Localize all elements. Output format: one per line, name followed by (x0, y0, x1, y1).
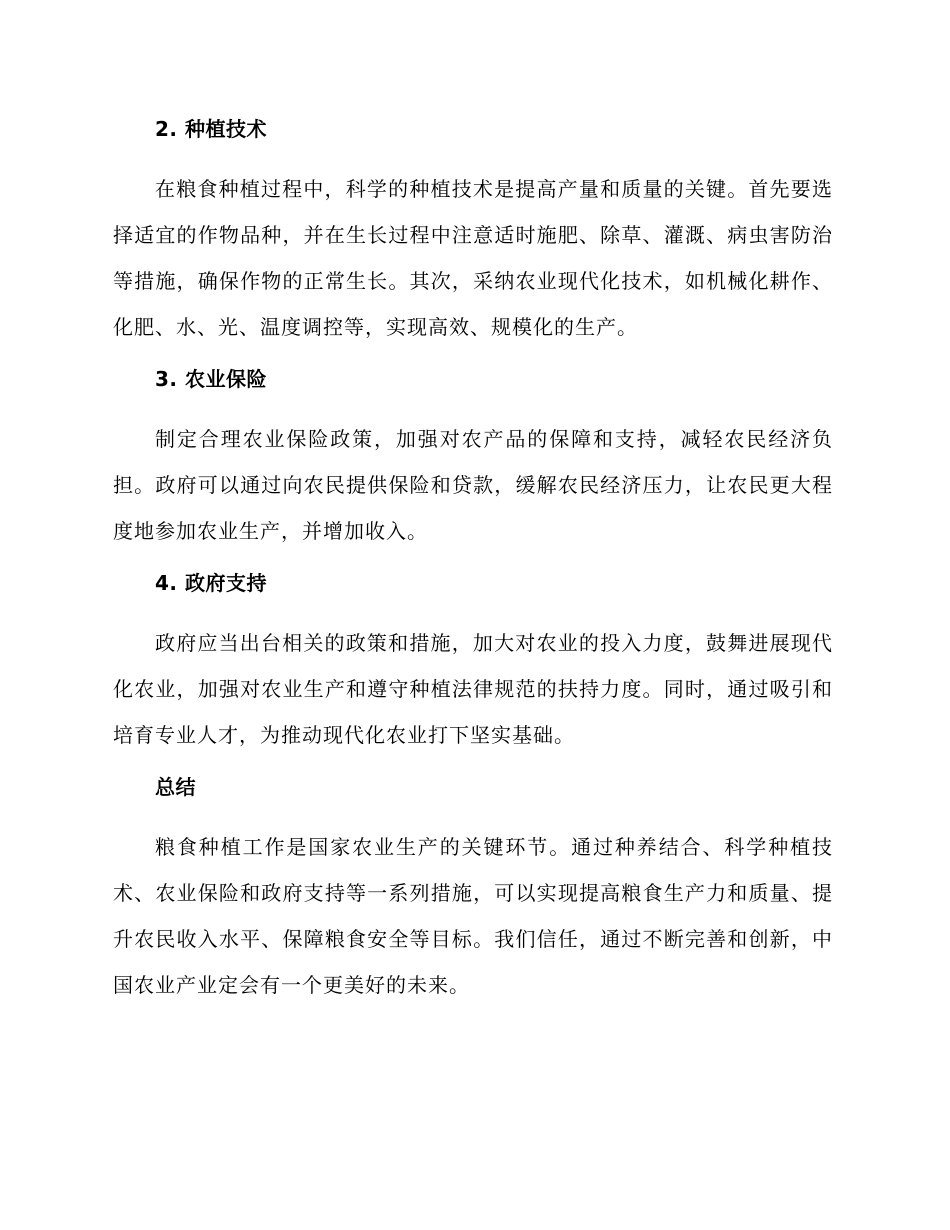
section-heading-government-support: 4. 政府支持 (155, 571, 267, 595)
section-paragraph-agricultural-insurance: 制定合理农业保险政策，加强对农产品的保障和支持，减轻农民经济负担。政府可以通过向农民提供保险和贷款，缓解农民经济压力，让农民更大程度地参加农业生产，并增加收入。 (113, 427, 833, 543)
section-paragraph-government-support: 政府应当出台相关的政策和措施，加大对农业的投入力度，鼓舞进展现代化农业，加强对农业生产和遵守种植法律规范的扶持力度。同时，通过吸引和培育专业人才，为推动现代化农业打下坚实基础。 (113, 631, 833, 747)
section-paragraph-planting-technology: 在粮食种植过程中，科学的种植技术是提高产量和质量的关键。首先要选择适宜的作物品种，并在生长过程中注意适时施肥、除草、灌溉、病虫害防治等措施，确保作物的正常生长。其次，采纳农业现代化技术，如机械化耕作、化肥、水、光、温度调控等，实现高效、规模化的生产。 (113, 177, 833, 339)
section-heading-planting-technology: 2. 种植技术 (155, 117, 267, 141)
section-heading-agricultural-insurance: 3. 农业保险 (155, 367, 267, 391)
section-heading-summary: 总结 (155, 775, 196, 799)
document-body (113, 110, 833, 1018)
section-paragraph-summary: 粮食种植工作是国家农业生产的关键环节。通过种养结合、科学种植技术、农业保险和政府支持等一系列措施，可以实现提高粮食生产力和质量、提升农民收入水平、保障粮食安全等目标。我们信任，通过不断完善和创新，中国农业产业定会有一个更美好的未来。 (113, 835, 833, 997)
